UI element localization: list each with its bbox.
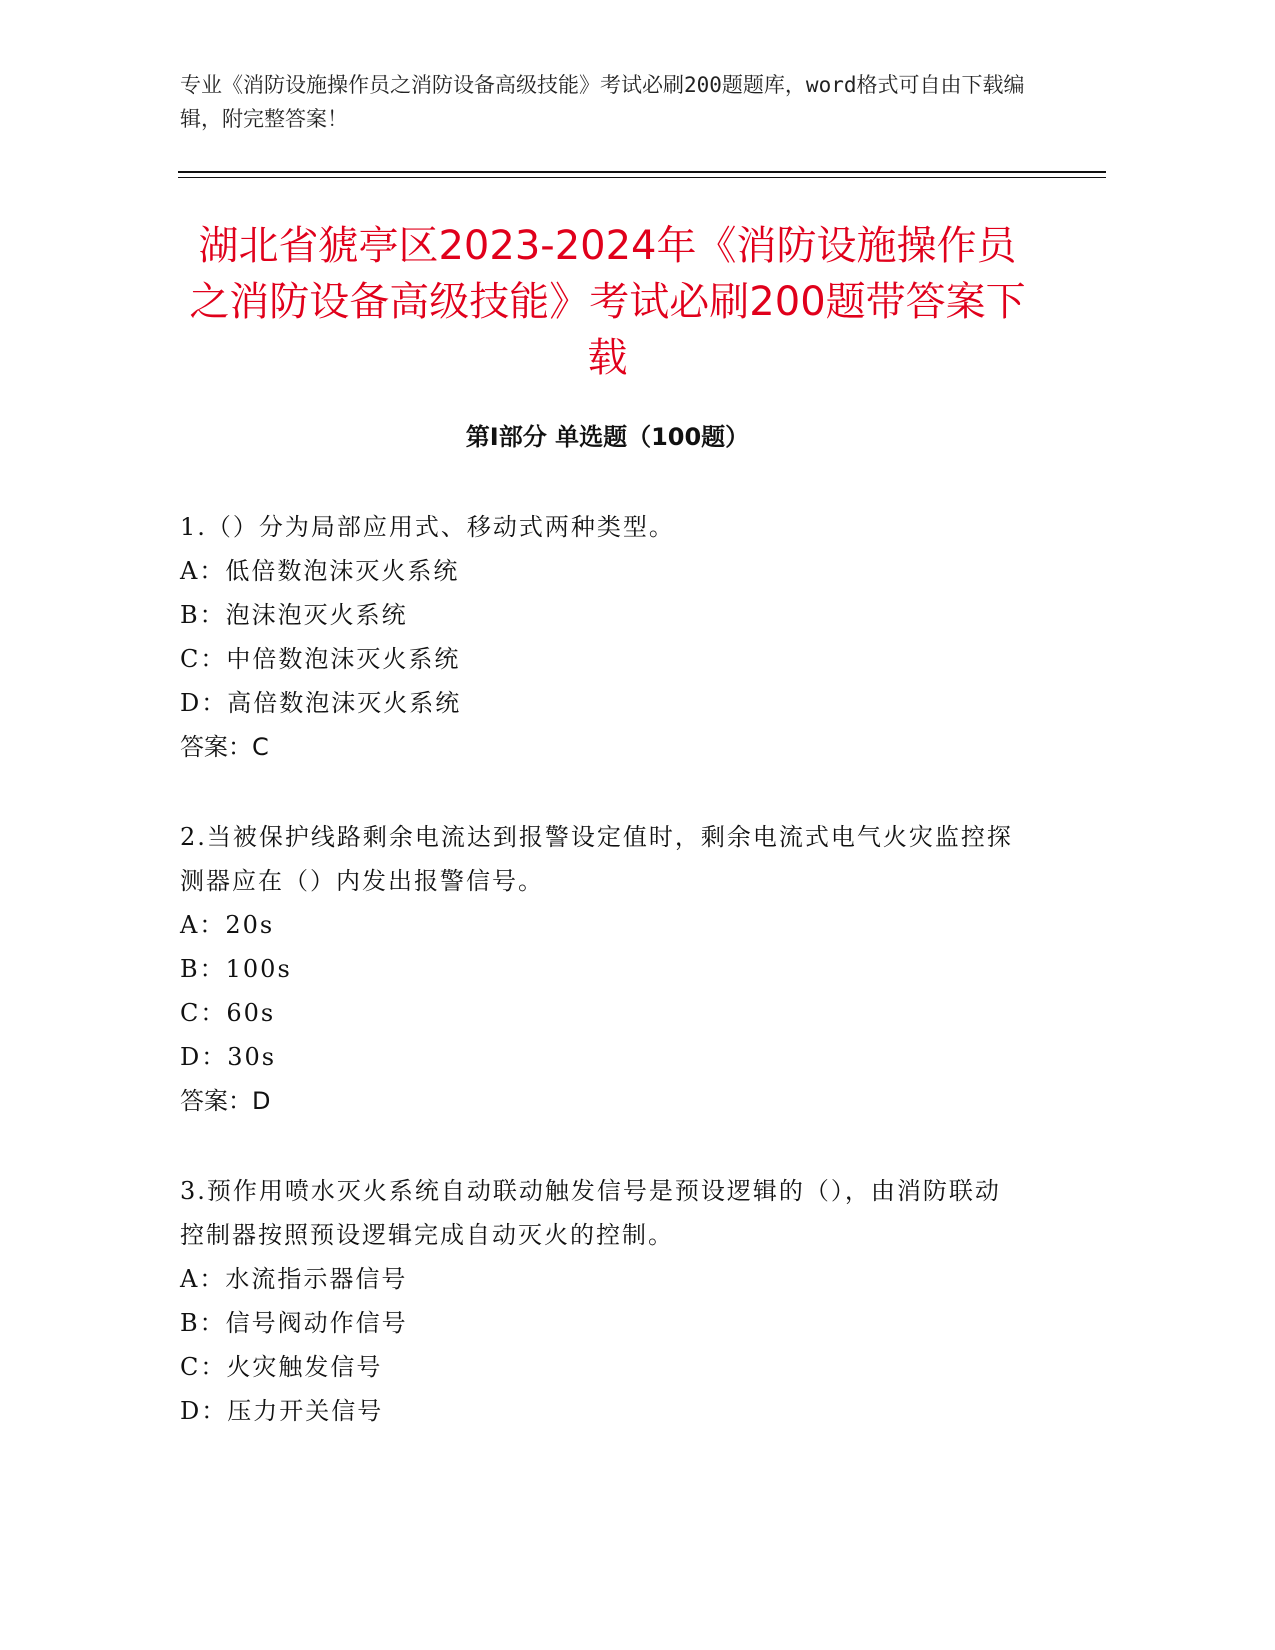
option-b: B：信号阀动作信号 <box>180 1309 408 1337</box>
question-list <box>180 505 1020 1479</box>
section-heading: 第Ⅰ部分 单选题（100题） <box>465 423 750 451</box>
answer-label: 答案： <box>180 1087 252 1115</box>
option-d: D：30s <box>180 1043 277 1071</box>
option-b: B：泡沫泡灭火系统 <box>180 601 408 629</box>
question-stem: 1.（）分为局部应用式、移动式两种类型。 <box>180 513 675 541</box>
option-c: C：中倍数泡沫灭火系统 <box>180 645 461 673</box>
answer-line <box>180 725 1020 769</box>
option-d: D：高倍数泡沫灭火系统 <box>180 689 462 717</box>
option-b: B：100s <box>180 955 292 983</box>
question-stem: 2.当被保护线路剩余电流达到报警设定值时，剩余电流式电气火灾监控探测器应在（）内发出报警信号。 <box>180 823 1013 895</box>
question-1 <box>180 505 1020 769</box>
question-2 <box>180 815 1020 1123</box>
header-divider <box>178 171 1106 173</box>
option-a: A：水流指示器信号 <box>180 1265 408 1293</box>
option-c: C：60s <box>180 999 276 1027</box>
option-a: A：低倍数泡沫灭火系统 <box>180 557 460 585</box>
answer-value: C <box>252 733 269 761</box>
header-divider-thin <box>178 177 1106 178</box>
answer-value: D <box>252 1087 271 1115</box>
question-3 <box>180 1169 1020 1433</box>
answer-line <box>180 1079 1020 1123</box>
option-c: C：火灾触发信号 <box>180 1353 383 1381</box>
answer-label: 答案： <box>180 733 252 761</box>
question-stem: 3.预作用喷水灭火系统自动联动触发信号是预设逻辑的（），由消防联动控制器按照预设逻辑完成自动灭火的控制。 <box>180 1177 1001 1249</box>
option-a: A：20s <box>180 911 275 939</box>
header-note: 专业《消防设施操作员之消防设备高级技能》考试必刷200题题库，word格式可自由下载编辑，附完整答案！ <box>180 73 1025 131</box>
option-d: D：压力开关信号 <box>180 1397 384 1425</box>
document-title: 湖北省猇亭区2023-2024年《消防设施操作员之消防设备高级技能》考试必刷200题带答案下载 <box>189 223 1026 381</box>
